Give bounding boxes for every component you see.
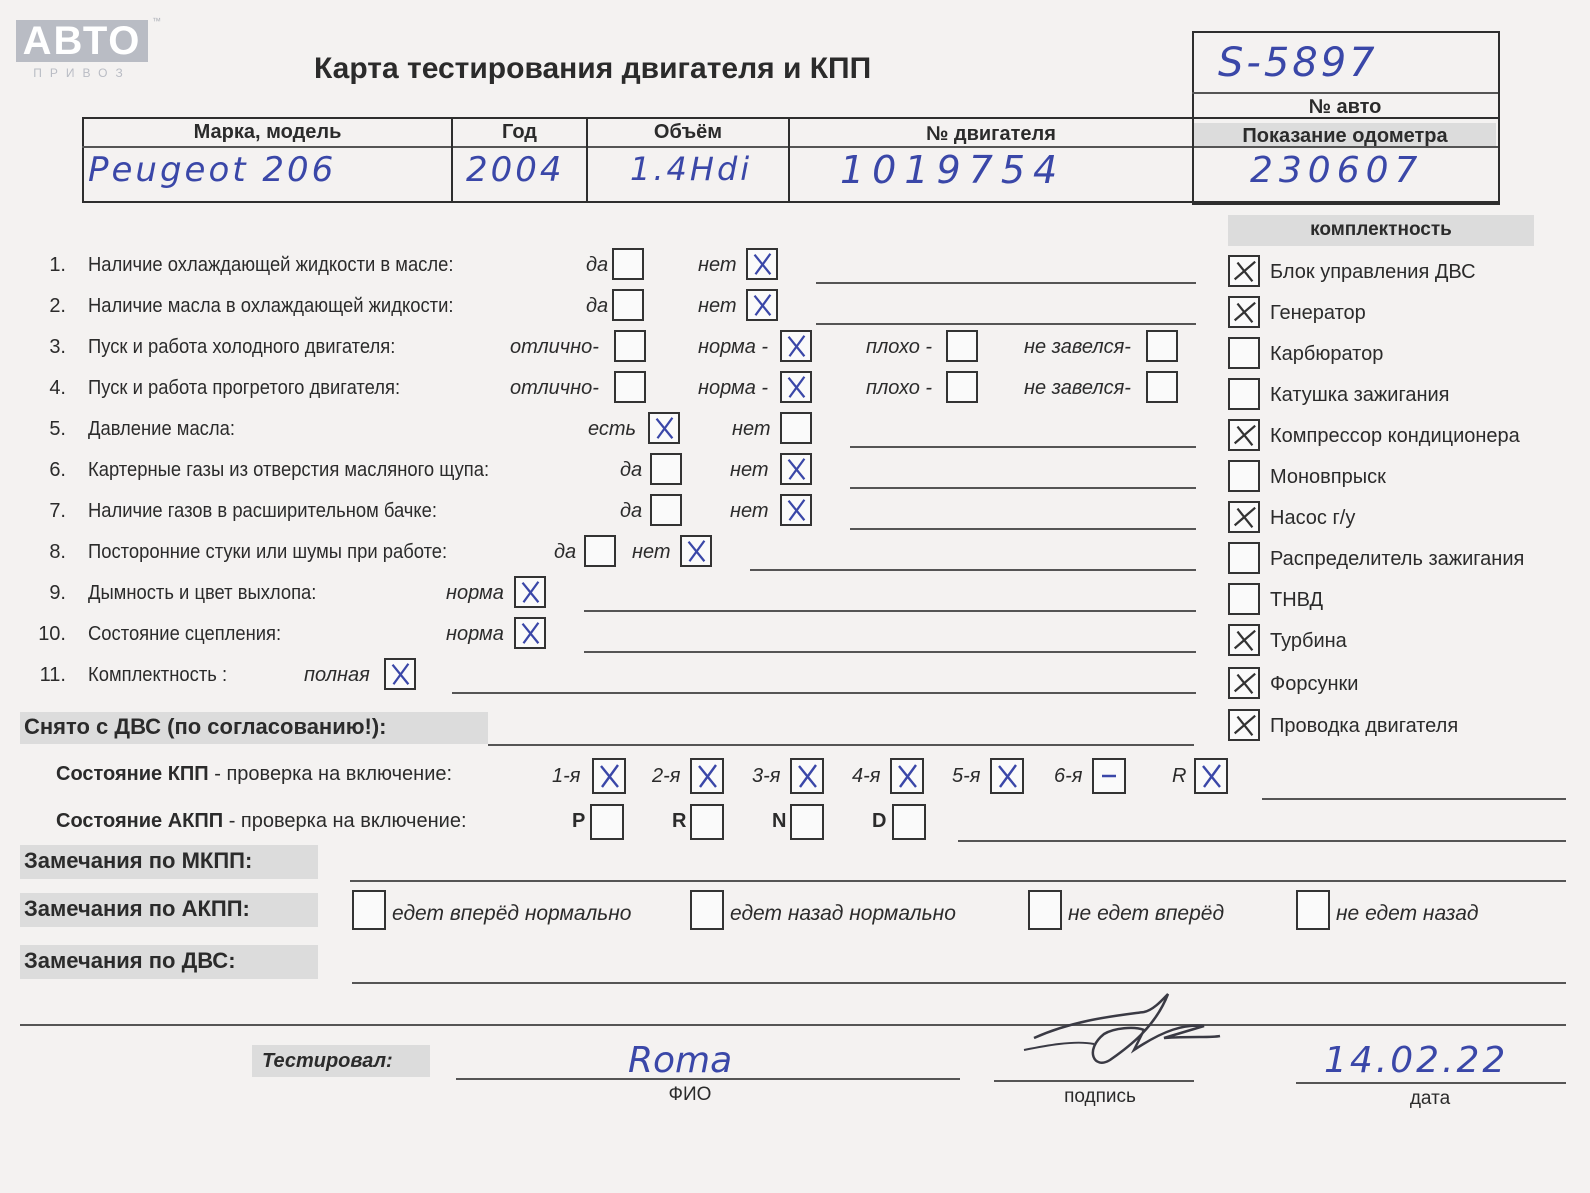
completeness-title: комплектность (1310, 219, 1452, 240)
dash-mark-icon (1094, 760, 1124, 792)
option-label: отлично- (510, 377, 599, 399)
check-mark-icon (1230, 711, 1258, 739)
signature-caption: подпись (1064, 1086, 1136, 1107)
option-label: да (586, 254, 609, 276)
question-number: 9. (49, 582, 66, 604)
gear-label: 1-я (552, 765, 581, 787)
volume-label: Объём (653, 121, 723, 143)
completeness-checkbox[interactable] (1228, 542, 1260, 574)
option-checkbox[interactable] (584, 535, 616, 567)
completeness-checkbox[interactable] (1228, 709, 1260, 741)
option-label: плохо - (866, 336, 933, 358)
option-checkbox[interactable] (1146, 371, 1178, 403)
option-checkbox[interactable] (780, 494, 812, 526)
option-label: не завелся- (1024, 336, 1131, 358)
akpp-remark-checkbox[interactable] (1296, 890, 1330, 930)
option-checkbox[interactable] (780, 371, 812, 403)
odometer-value[interactable]: 230607 (1250, 150, 1424, 191)
akpp-position-checkbox[interactable] (790, 804, 824, 840)
check-mark-icon (1230, 421, 1258, 449)
option-checkbox[interactable] (946, 371, 978, 403)
check-mark-icon (516, 578, 544, 606)
option-checkbox[interactable] (612, 289, 644, 321)
akpp-remarks-label: Замечания по АКПП: (24, 896, 250, 921)
option-label: плохо - (866, 377, 933, 399)
question-text: Наличие масла в охлаждающей жидкости: (88, 295, 454, 317)
check-mark-icon (1230, 257, 1258, 285)
odometer-label: Показание одометра (1242, 125, 1448, 147)
option-checkbox[interactable] (780, 330, 812, 362)
question-text: Посторонние стуки или шумы при работе: (88, 541, 448, 563)
year-label: Год (502, 121, 537, 143)
option-checkbox[interactable] (946, 330, 978, 362)
completeness-checkbox[interactable] (1228, 624, 1260, 656)
answer-line[interactable] (816, 323, 1196, 325)
completeness-checkbox[interactable] (1228, 667, 1260, 699)
year-value[interactable]: 2004 (466, 150, 565, 190)
mkpp-remarks-label: Замечания по МКПП: (24, 848, 253, 873)
question-text: Пуск и работа холодного двигателя: (88, 336, 396, 358)
option-label: норма - (698, 336, 769, 358)
completeness-item-label: ТНВД (1270, 589, 1324, 611)
option-checkbox[interactable] (614, 330, 646, 362)
akpp-remark-option-label: едет вперёд нормально (392, 902, 632, 925)
completeness-item-label: Компрессор кондиционера (1270, 425, 1520, 447)
check-mark-icon (782, 455, 810, 483)
question-number: 6. (49, 459, 66, 481)
check-mark-icon (1230, 626, 1258, 654)
dvs-remarks-label: Замечания по ДВС: (24, 948, 236, 973)
engine-value[interactable]: 1019754 (840, 148, 1066, 192)
option-checkbox[interactable] (650, 494, 682, 526)
completeness-item-label: Карбюратор (1270, 343, 1384, 365)
answer-line[interactable] (750, 569, 1196, 571)
gear-label: R (1172, 765, 1187, 787)
answer-line[interactable] (452, 692, 1196, 694)
option-checkbox[interactable] (614, 371, 646, 403)
logo (16, 16, 161, 80)
akpp-remark-checkbox[interactable] (352, 890, 386, 930)
page-title: Карта тестирования двигателя и КПП (314, 52, 872, 85)
option-checkbox[interactable] (680, 535, 712, 567)
check-mark-icon (650, 414, 678, 442)
check-mark-icon (594, 760, 624, 792)
mkpp-remarks-line[interactable] (350, 880, 1566, 882)
akpp-position-label: P (572, 810, 586, 832)
akpp-position-label: R (672, 810, 687, 832)
option-label: да (586, 295, 609, 317)
gear-checkbox[interactable] (990, 758, 1024, 794)
completeness-checkbox[interactable] (1228, 378, 1260, 410)
check-mark-icon (892, 760, 922, 792)
gear-label: 2-я (652, 765, 681, 787)
answer-line[interactable] (584, 651, 1196, 653)
make-value[interactable]: Peugeot 206 (88, 150, 337, 190)
option-checkbox[interactable] (1146, 330, 1178, 362)
akpp-position-checkbox[interactable] (892, 804, 926, 840)
option-checkbox[interactable] (780, 412, 812, 444)
gear-checkbox[interactable] (890, 758, 924, 794)
name-caption: ФИО (668, 1084, 712, 1105)
check-mark-icon (1230, 298, 1258, 326)
removed-label: Снято с ДВС (по согласованию!): (24, 714, 387, 739)
completeness-checkbox[interactable] (1228, 501, 1260, 533)
check-mark-icon (516, 619, 544, 647)
option-label: нет (730, 459, 769, 481)
check-mark-icon (1230, 669, 1258, 697)
completeness-item-label: Моновпрыск (1270, 466, 1386, 488)
akpp-position-checkbox[interactable] (590, 804, 624, 840)
check-mark-icon (782, 496, 810, 524)
gear-label: 5-я (952, 765, 981, 787)
question-number: 7. (49, 500, 66, 522)
completeness-item-label: Генератор (1270, 302, 1366, 324)
check-mark-icon (992, 760, 1022, 792)
option-checkbox[interactable] (514, 617, 546, 649)
akpp-remark-checkbox[interactable] (1028, 890, 1062, 930)
question-text: Наличие газов в расширительном бачке: (88, 500, 437, 522)
check-mark-icon (748, 250, 776, 278)
make-label: Марка, модель (193, 121, 342, 143)
option-checkbox[interactable] (514, 576, 546, 608)
option-label: полная (304, 664, 370, 686)
question-text: Давление масла: (88, 418, 235, 440)
volume-value[interactable]: 1.4Hdi (630, 150, 753, 188)
completeness-item-label: Проводка двигателя (1270, 715, 1459, 737)
check-mark-icon (682, 537, 710, 565)
completeness-item-label: Блок управления ДВС (1270, 261, 1476, 283)
completeness-item-label: Распределитель зажигания (1270, 548, 1525, 570)
check-mark-icon (692, 760, 722, 792)
option-label: да (620, 459, 643, 481)
option-label: нет (698, 295, 737, 317)
question-text: Картерные газы из отверстия масляного щупа: (88, 459, 490, 481)
check-mark-icon (782, 373, 810, 401)
option-label: норма (446, 623, 504, 645)
answer-line[interactable] (816, 282, 1196, 284)
logo-sub-text: ПРИВОЗ (33, 66, 131, 80)
option-label: нет (732, 418, 771, 440)
option-label: нет (632, 541, 671, 563)
gear-checkbox[interactable] (790, 758, 824, 794)
akpp-label: Состояние АКПП - проверка на включение: (56, 810, 467, 832)
akpp-position-checkbox[interactable] (690, 804, 724, 840)
check-mark-icon (782, 332, 810, 360)
tester-name-value[interactable]: Roma (628, 1040, 733, 1081)
logo-main-text: АВТО (16, 20, 148, 62)
engine-label: № двигателя (926, 123, 1056, 145)
answer-line[interactable] (850, 528, 1196, 530)
completeness-checkbox[interactable] (1228, 460, 1260, 492)
option-label: не завелся- (1024, 377, 1131, 399)
question-number: 3. (49, 336, 66, 358)
answer-line[interactable] (584, 610, 1196, 612)
option-checkbox[interactable] (384, 658, 416, 690)
akpp-remark-checkbox[interactable] (690, 890, 724, 930)
check-mark-icon (386, 660, 414, 688)
completeness-checkbox[interactable] (1228, 296, 1260, 328)
gear-label: 4-я (852, 765, 881, 787)
option-checkbox[interactable] (746, 248, 778, 280)
option-checkbox[interactable] (612, 248, 644, 280)
completeness-checkbox[interactable] (1228, 255, 1260, 287)
option-label: есть (588, 418, 637, 440)
option-checkbox[interactable] (650, 453, 682, 485)
option-checkbox[interactable] (780, 453, 812, 485)
completeness-item-label: Форсунки (1270, 673, 1359, 695)
date-value[interactable]: 14.02.22 (1324, 1040, 1509, 1081)
question-number: 4. (49, 377, 66, 399)
question-number: 5. (49, 418, 66, 440)
gear-checkbox[interactable] (1194, 758, 1228, 794)
logo-tm: ™ (152, 16, 161, 26)
option-label: да (620, 500, 643, 522)
gear-label: 6-я (1054, 765, 1083, 787)
option-label: нет (730, 500, 769, 522)
answer-line[interactable] (850, 487, 1196, 489)
question-text: Наличие охлаждающей жидкости в масле: (88, 254, 454, 276)
akpp-remark-option-label: не едет вперёд (1068, 902, 1225, 925)
akpp-position-label: D (872, 810, 887, 832)
answer-line[interactable] (850, 446, 1196, 448)
question-number: 10. (38, 623, 66, 645)
question-number: 2. (49, 295, 66, 317)
option-label: да (554, 541, 577, 563)
option-checkbox[interactable] (648, 412, 680, 444)
signature (1014, 990, 1224, 1082)
check-mark-icon (1230, 503, 1258, 531)
completeness-item-label: Насос г/у (1270, 507, 1356, 529)
dvs-remarks-line[interactable] (352, 982, 1566, 984)
completeness-item-label: Турбина (1270, 630, 1347, 652)
check-mark-icon (748, 291, 776, 319)
akpp-position-label: N (772, 810, 787, 832)
question-number: 8. (49, 541, 66, 563)
akpp-remark-option-label: едет назад нормально (730, 902, 956, 925)
auto-number-value[interactable]: S-5897 (1218, 40, 1378, 86)
gear-checkbox[interactable] (1092, 758, 1126, 794)
gear-checkbox[interactable] (592, 758, 626, 794)
question-number: 1. (49, 254, 66, 276)
completeness-checkbox[interactable] (1228, 337, 1260, 369)
completeness-checkbox[interactable] (1228, 583, 1260, 615)
gear-checkbox[interactable] (690, 758, 724, 794)
question-text: Комплектность : (88, 664, 228, 686)
check-mark-icon (792, 760, 822, 792)
question-text: Пуск и работа прогретого двигателя: (88, 377, 401, 399)
auto-number-label: № авто (1308, 96, 1382, 118)
akpp-remark-option-label: не едет назад (1336, 902, 1479, 925)
date-caption: дата (1409, 1088, 1451, 1109)
completeness-item-label: Катушка зажигания (1270, 384, 1450, 406)
completeness-checkbox[interactable] (1228, 419, 1260, 451)
question-text: Состояние сцепления: (88, 623, 282, 645)
kpp-label: Состояние КПП - проверка на включение: (56, 763, 453, 785)
option-checkbox[interactable] (746, 289, 778, 321)
gear-label: 3-я (752, 765, 781, 787)
option-label: нет (698, 254, 737, 276)
question-text: Дымность и цвет выхлопа: (88, 582, 317, 604)
question-number: 11. (39, 664, 66, 686)
tested-label: Тестировал: (262, 1050, 393, 1072)
option-label: норма (446, 582, 504, 604)
option-label: отлично- (510, 336, 599, 358)
check-mark-icon (1196, 760, 1226, 792)
option-label: норма - (698, 377, 769, 399)
